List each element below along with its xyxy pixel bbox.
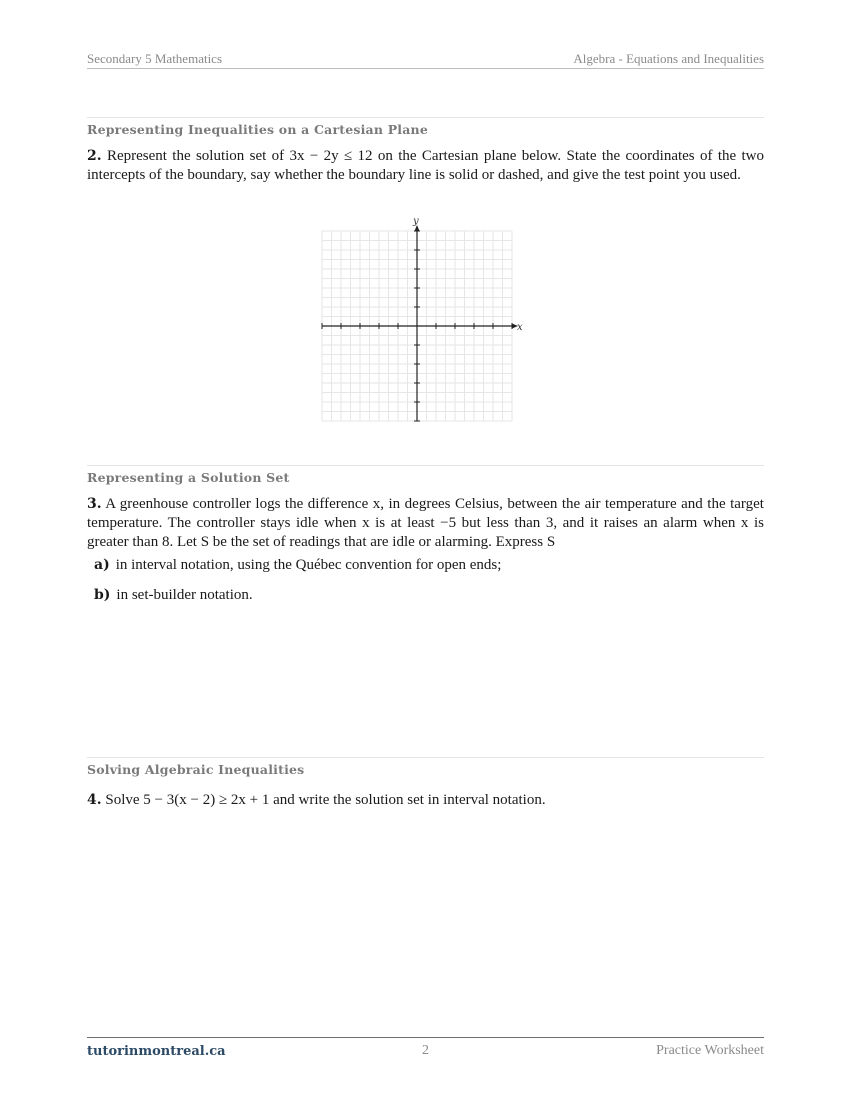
section-title-solution-set: Representing a Solution Set (87, 470, 290, 485)
header-topic: Algebra - Equations and Inequalities (573, 51, 764, 66)
question-4 (87, 791, 764, 810)
footer-label: Practice Worksheet (656, 1043, 764, 1058)
section-divider (87, 757, 764, 758)
question-2 (87, 147, 764, 185)
y-axis-label: y (413, 216, 419, 227)
part-text: in interval notation, using the Québec convention for open ends; (115, 557, 502, 573)
header-course: Secondary 5 Mathematics (87, 51, 223, 66)
cartesian-plane (316, 213, 526, 432)
section-title-algebraic: Solving Algebraic Inequalities (87, 762, 305, 777)
question-3-part-a (94, 556, 501, 575)
question-4-text: Solve 5 − 3(x − 2) ≥ 2x + 1 and write the solution set in interval notation. (105, 792, 546, 808)
section-title-cartesian: Representing Inequalities on a Cartesian Plane (87, 122, 428, 137)
question-3 (87, 495, 764, 552)
x-axis-label: x (517, 322, 523, 333)
question-number: 2. (87, 148, 102, 164)
footer-site[interactable]: tutorinmontreal.ca (87, 1044, 226, 1059)
question-number: 3. (87, 496, 102, 512)
section-divider (87, 465, 764, 466)
question-3-text: A greenhouse controller logs the difference x, in degrees Celsius, between the air temperature and the target temperature. The controller stays idle when x is at least −5 but less than 3, and it raises an alarm when x is greater than 8. Let S be the set of readings that are idle or alarming. Express S (87, 496, 764, 550)
page-header (87, 50, 764, 69)
part-label: b) (94, 587, 111, 603)
axes (322, 225, 518, 421)
section-divider (87, 117, 764, 118)
part-label: a) (94, 557, 110, 573)
question-number: 4. (87, 792, 102, 808)
part-text: in set-builder notation. (116, 587, 253, 603)
page-number: 2 (422, 1043, 429, 1058)
question-2-text: Represent the solution set of 3x − 2y ≤ 12 on the Cartesian plane below. State the coordinates of the two intercepts of the boundary, say whether the boundary line is solid or dashed, and give the test point you used. (87, 148, 764, 183)
question-3-part-b (94, 586, 253, 605)
page-footer (87, 1037, 764, 1060)
